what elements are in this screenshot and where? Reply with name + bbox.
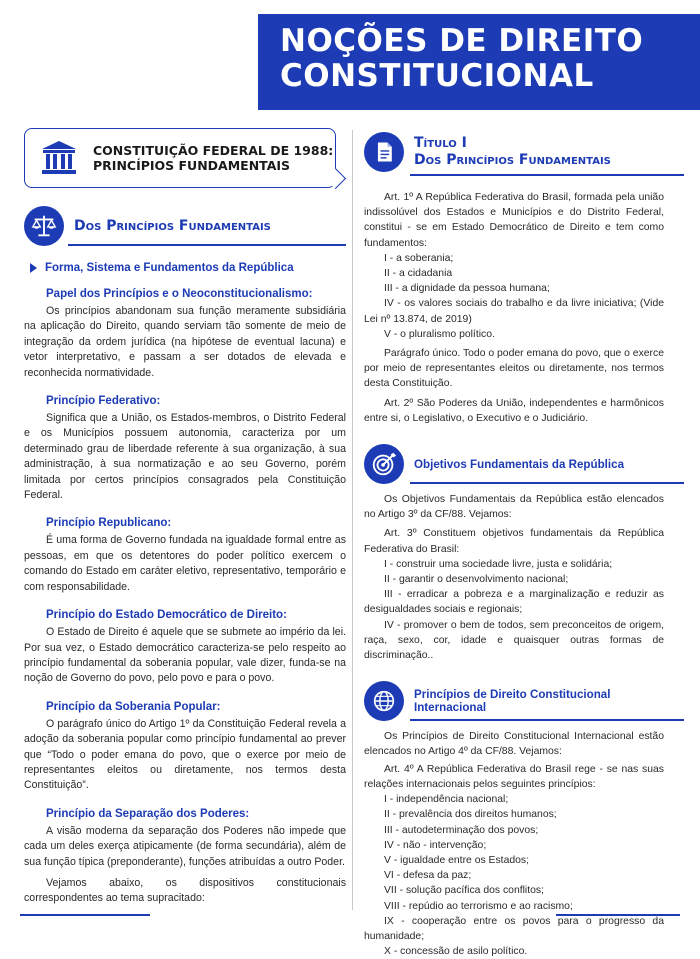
principle-block (24, 517, 346, 595)
closing-text: Vejamos abaixo, os dispositivos constitucionais correspondentes ao tema supracitado: (24, 876, 346, 905)
chapter-box-title-line2: PRINCÍPIOS FUNDAMENTAIS (93, 158, 291, 173)
article-item: II - prevalência dos direitos humanos; (384, 809, 557, 821)
article-item: I - a soberania; (384, 252, 454, 264)
titulo-line1: Título I (414, 135, 467, 151)
article-item: VI - defesa da paz; (384, 870, 472, 882)
triangle-bullet-icon (30, 263, 37, 273)
principle-block (24, 288, 346, 381)
titulo-line2: Dos Princípios Fundamentais (414, 152, 611, 168)
pillar-building-icon (39, 138, 79, 178)
article-item: V - igualdade entre os Estados; (384, 854, 529, 866)
article-1 (364, 190, 664, 426)
section-underline (68, 244, 346, 246)
titulo-heading (364, 128, 664, 176)
internacional-heading (364, 679, 664, 723)
page-title-line1: NOÇÕES DE DIREITO (280, 23, 644, 59)
article-item: IV - os valores sociais do trabalho e da livre iniciativa; (Vide Lei nº 13.874, de 2019) (364, 298, 664, 325)
chapter-box-title-line1: CONSTITUIÇÃO FEDERAL DE 1988: (93, 143, 334, 158)
principle-heading: Princípio do Estado Democrático de Direito: (46, 609, 287, 622)
target-icon (364, 444, 404, 484)
principle-heading: Princípio da Separação dos Poderes: (46, 807, 250, 820)
titulo-title (414, 135, 611, 169)
principle-block (24, 609, 346, 687)
principle-block (24, 395, 346, 503)
bullet-heading (24, 262, 346, 274)
internacional-intro: Os Princípios de Direito Constitucional Internacional estão elencados no Artigo 4º da CF/88. Vejamos: (364, 731, 664, 758)
bullet-heading-text: Forma, Sistema e Fundamentos da República (45, 262, 294, 274)
article-item: I - independência nacional; (384, 794, 509, 806)
document-icon (364, 132, 404, 172)
article-item: III - autodeterminação dos povos; (384, 824, 539, 836)
column-divider (352, 130, 353, 910)
section-title: Dos Princípios Fundamentais (74, 218, 271, 234)
article-item: X - concessão de asilo político. (384, 946, 528, 958)
objetivos-title: Objetivos Fundamentais da República (414, 457, 625, 471)
chapter-box-title (93, 143, 333, 173)
chapter-box (24, 128, 336, 188)
page-title (280, 24, 680, 94)
article-text: Art. 1º A República Federativa do Brasil, formada pela união indissolúvel dos Estados e Municípios e do Distrito Federal, constitui - se em Estado Democrático de Direito e tem como fundamentos: (364, 192, 664, 249)
objetivos-underline (410, 482, 684, 484)
article-item: VIII - repúdio ao terrorismo e ao racismo; (384, 900, 573, 912)
principle-text: Significa que a União, os Estados-membros, o Distrito Federal e os Municípios possuem autonomia, caracteriza por um determinado grau de liberdade referente à sua organização, à sua administração, à sua normatização e ao seu Governo, porém limitada por certos princípios consagrados pela Constituição Federal. (24, 412, 346, 502)
article-item: IX - cooperação entre os povos para o progresso da humanidade; (364, 915, 664, 942)
principle-heading: Papel dos Princípios e o Neoconstitucionalismo: (46, 288, 313, 300)
principle-text: É uma forma de Governo fundada na igualdade formal entre as pessoas, em que os detentores do poder político exercem o comando do Estado em caráter eletivo, representativo, temporário e com responsabilidade. (24, 534, 346, 593)
objetivos-heading (364, 442, 664, 486)
article-3 (364, 492, 664, 663)
article-item: II - a cidadania (384, 268, 453, 280)
principle-block (24, 808, 346, 870)
article-item: I - construir uma sociedade livre, justa e solidária; (384, 558, 613, 570)
principle-heading: Princípio Republicano: (46, 517, 172, 530)
internacional-underline (410, 719, 684, 721)
article-item: III - a dignidade da pessoa humana; (384, 283, 550, 295)
article-text: Art. 4º A República Federativa do Brasil rege - se nas suas relações internacionais pelos seguintes princípios: (364, 763, 664, 790)
left-column (24, 128, 346, 907)
objetivos-intro: Os Objetivos Fundamentais da República estão elencados no Artigo 3º da CF/88. Vejamos: (364, 494, 664, 521)
right-column (364, 128, 664, 959)
article-paragraph: Parágrafo único. Todo o poder emana do povo, que o exerce por meio de representantes eleitos ou diretamente, nos termos desta Constituição. (364, 348, 664, 390)
page-title-line2: CONSTITUCIONAL (280, 58, 594, 94)
titulo-underline (410, 174, 684, 176)
article-item: IV - promover o bem de todos, sem preconceitos de origem, raça, sexo, cor, idade e quaisquer outras formas de discriminação.. (364, 619, 664, 662)
principle-text: O parágrafo único do Artigo 1º da Constituição Federal revela a adoção da soberania popular como princípio fundamental ao prever que “Todo o poder emana do povo, que o exerce por meio de representantes eleitos ou diretamente, nos termos desta Constituição”. (24, 717, 346, 792)
globe-icon (364, 681, 404, 721)
article-text: Art. 3º Constituem objetivos fundamentais da República Federativa do Brasil: (364, 528, 664, 555)
article-4 (364, 729, 664, 959)
principle-text: O Estado de Direito é aquele que se submete ao império da lei. Por sua vez, o Estado democrático caracteriza-se pelo respeito ao princípio fundamental da soberania popular, vale dizer, funda-se na noção de Governo do povo, pelo povo e para o povo. (24, 626, 346, 685)
principle-block (24, 701, 346, 794)
internacional-title: Princípios de Direito Constitucional Internacional (414, 688, 611, 715)
article-item: III - erradicar a pobreza e a marginalização e reduzir as desigualdades sociais e regionais; (364, 589, 664, 616)
article-item: II - garantir o desenvolvimento nacional; (384, 574, 569, 586)
principle-text: Os princípios abandonam sua função meramente subsidiária na aplicação do Direito, quando serviam tão somente de meio de integração da ordem jurídica (na hipótese de eventual lacuna) e vetor interpretativo, e passam a ser dotados de elevada e reconhecida normatividade. (24, 305, 346, 379)
article-item: IV - não - intervenção; (384, 839, 487, 851)
principle-heading: Princípio Federativo: (46, 395, 161, 408)
principle-heading: Princípio da Soberania Popular: (46, 700, 221, 713)
scales-of-justice-icon (24, 206, 64, 246)
article-item: V - o pluralismo político. (384, 328, 495, 340)
article-2-text: Art. 2º São Poderes da União, independentes e harmônicos entre si, o Legislativo, o Executivo e o Judiciário. (364, 397, 664, 424)
footer-rule-left (20, 914, 150, 916)
footer-rule-right (556, 914, 680, 916)
section-heading (24, 204, 346, 248)
article-item: VII - solução pacífica dos conflitos; (384, 885, 544, 897)
principle-text: A visão moderna da separação dos Poderes não impede que cada um deles exerça atipicamente (de forma secundária), além de sua função típica (preponderante), funções atribuídas a outro Poder. (24, 824, 346, 868)
